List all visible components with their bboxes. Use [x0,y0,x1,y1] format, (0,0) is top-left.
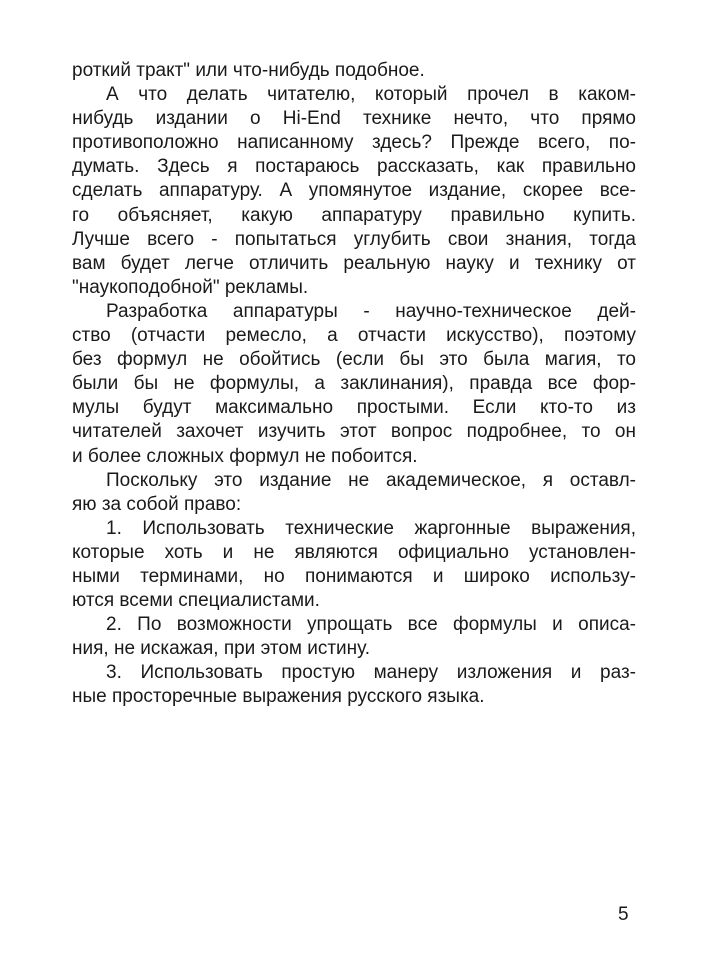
text-line: нибудь издании о Hi-End технике нечто, что прямо [72,108,636,130]
text-line: читателей захочет изучить этот вопрос подробнее, то он [72,421,636,443]
body-text [72,59,636,710]
text-line: противоположно написанному здесь? Прежде всего, по- [72,132,636,154]
text-line: Разработка аппаратуры - научно-техническое дей- [106,300,636,322]
text-line: 2. По возможности упрощать все формулы и описа- [106,614,636,636]
text-line: ются всеми специалистами. [72,590,320,612]
text-line: и более сложных формул не побоится. [72,445,418,467]
text-line: А что делать читателю, который прочел в каком- [106,84,636,106]
text-line: роткий тракт" или что-нибудь подобное. [72,60,425,81]
text-line: Лучше всего - попытаться углубить свои знания, тогда [72,228,636,250]
text-line: "наукоподобной" рекламы. [72,276,309,298]
text-line: 3. Использовать простую манеру изложения и раз- [106,662,636,684]
text-line: яю за собой право: [72,493,242,515]
text-line: без формул не обойтись (если бы это была магия, то [72,349,636,371]
page-number: 5 [618,904,629,925]
text-line: 1. Использовать технические жаргонные выражения, [106,517,636,539]
text-line: ство (отчасти ремесло, а отчасти искусство), поэтому [72,325,636,347]
text-line: го объясняет, какую аппаратуру правильно купить. [72,204,636,226]
text-line: были бы не формулы, а заклинания), правда все фор- [72,373,636,395]
text-line: сделать аппаратуру. А упомянутое издание, скорее все- [72,180,636,202]
text-line: которые хоть и не являются официально установлен- [72,541,636,563]
text-line: мулы будут максимально простыми. Если кто-то из [72,397,636,419]
text-line: вам будет легче отличить реальную науку и технику от [72,252,636,274]
text-line: ные просторечные выражения русского языка. [72,686,485,708]
text-line: ния, не искажая, при этом истину. [72,638,371,660]
text-line: думать. Здесь я постараюсь рассказать, как правильно [72,156,636,178]
text-line: ными терминами, но понимаются и широко использу- [72,565,636,587]
text-line: Поскольку это издание не академическое, я оставл- [106,469,636,491]
